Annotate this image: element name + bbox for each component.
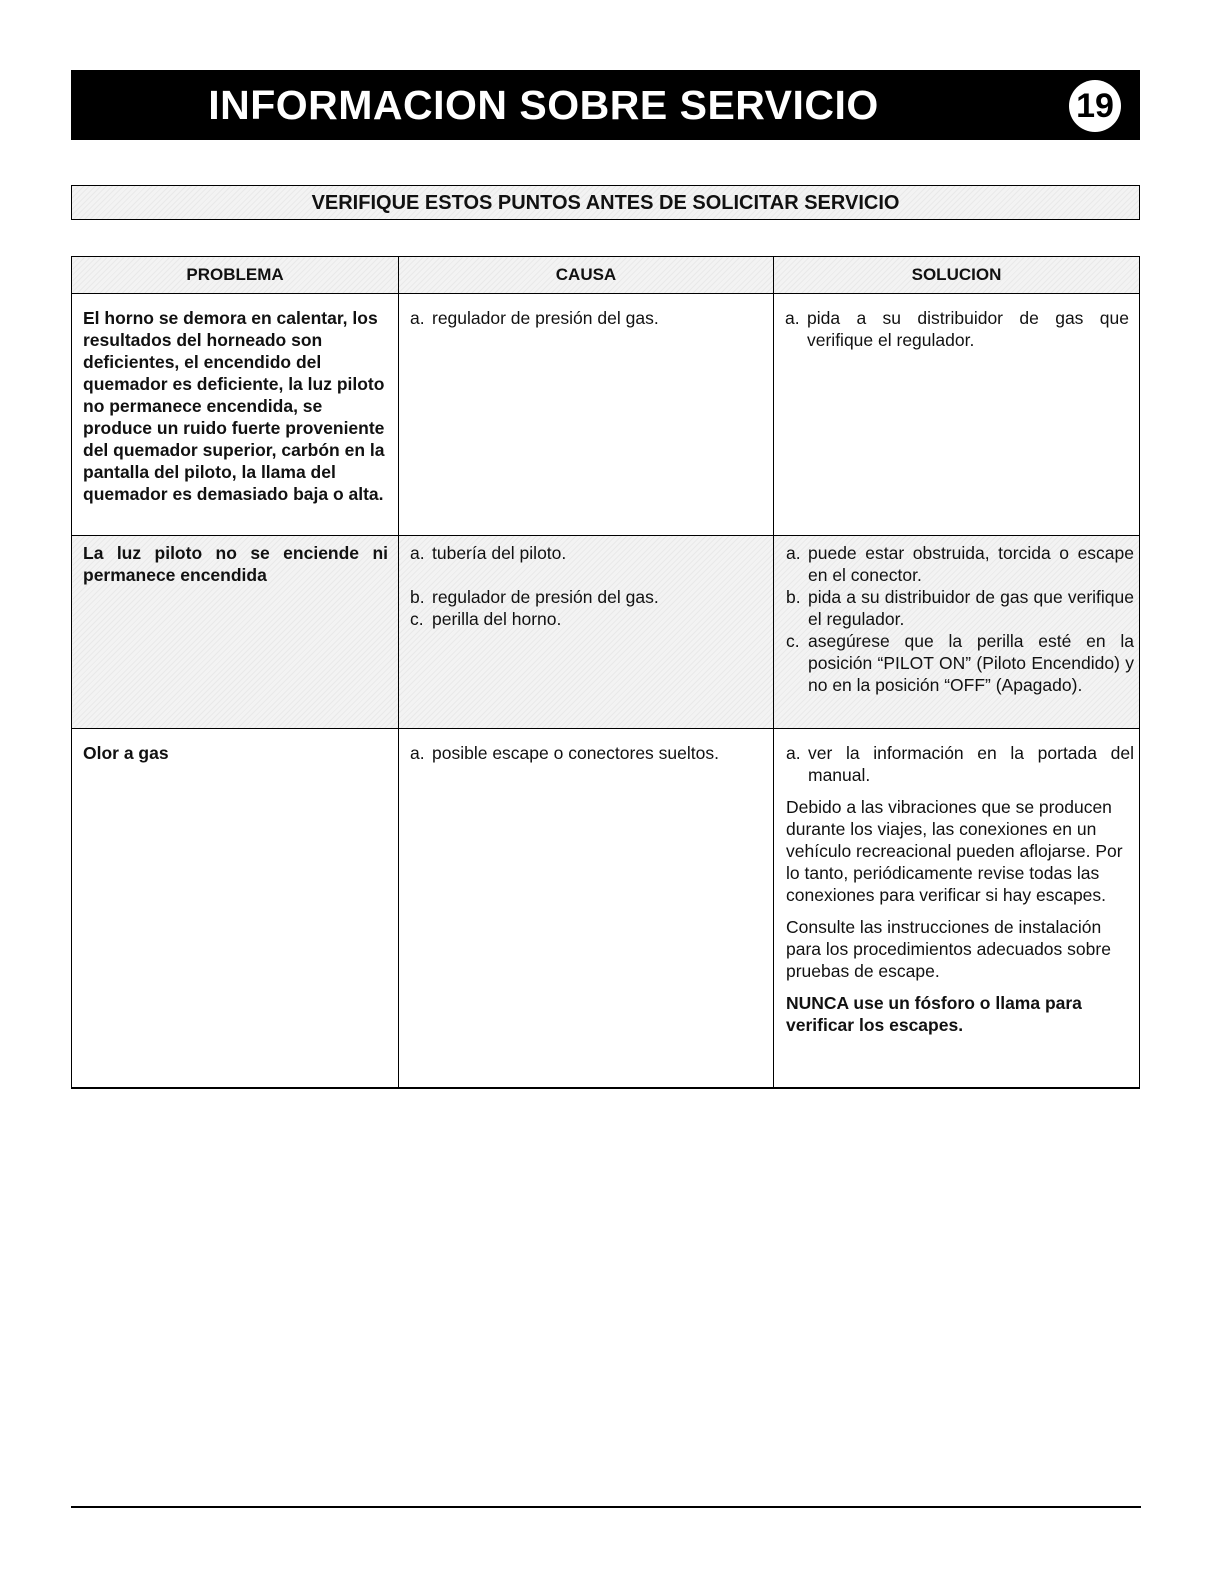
- troubleshooting-table: [71, 256, 1140, 1089]
- table-header-row: [72, 257, 1140, 294]
- item-text: posible escape o conectores sueltos.: [432, 743, 719, 763]
- problem-cell: [72, 294, 399, 536]
- item-letter: b.: [410, 587, 425, 607]
- column-header-solucion: SOLUCION: [774, 257, 1140, 294]
- column-header-causa: CAUSA: [399, 257, 774, 294]
- item-text: puede estar obstruida, torcida o escape en el conector.: [808, 543, 1134, 585]
- item-text: regulador de presión del gas.: [432, 308, 659, 328]
- item-text: pida a su distribuidor de gas que verifique el regulador.: [808, 587, 1134, 629]
- solution-item: [786, 742, 1134, 786]
- footer-rule: [71, 1506, 1141, 1508]
- problem-cell: [72, 536, 399, 729]
- page-number-badge: 19: [1069, 80, 1121, 132]
- cause-cell: [399, 294, 774, 536]
- section-subheader: VERIFIQUE ESTOS PUNTOS ANTES DE SOLICITAR SERVICIO: [71, 185, 1140, 220]
- item-letter: b.: [786, 587, 801, 607]
- problem-text: El horno se demora en calentar, los resultados del horneado son deficientes, el encendido del quemador es deficiente, la luz piloto no permanece encendida, se produce un ruido fuerte proveniente del quemador superior, carbón en la pantalla del piloto, la llama del quemador es demasiado baja o alta.: [83, 308, 385, 504]
- item-letter: c.: [786, 631, 800, 651]
- problem-cell: [72, 729, 399, 1088]
- solution-item: [786, 586, 1134, 630]
- item-letter: c.: [410, 609, 424, 629]
- table-row: [72, 294, 1140, 536]
- cause-item: [410, 307, 763, 329]
- table-row: [72, 536, 1140, 729]
- solution-item: [785, 307, 1129, 351]
- solution-item: [786, 542, 1134, 586]
- header-bar: [71, 70, 1140, 140]
- solution-cell: [774, 536, 1140, 729]
- item-text: perilla del horno.: [432, 609, 562, 629]
- item-letter: a.: [786, 543, 801, 563]
- item-text: pida a su distribuidor de gas que verifique el regulador.: [807, 308, 1129, 350]
- vibration-note: Debido a las vibraciones que se producen durante los viajes, las conexiones en un vehículo recreacional pueden aflojarse. Por lo tanto, periódicamente revise todas las conexiones para verificar si hay escapes.: [786, 797, 1123, 905]
- solution-cell: [774, 294, 1140, 536]
- cause-cell: [399, 729, 774, 1088]
- cause-item: [410, 608, 763, 630]
- problem-text: Olor a gas: [83, 743, 169, 763]
- item-text: regulador de presión del gas.: [432, 587, 659, 607]
- column-header-problema: PROBLEMA: [72, 257, 399, 294]
- cause-cell: [399, 536, 774, 729]
- cause-item: [410, 742, 763, 764]
- item-letter: a.: [410, 743, 425, 763]
- leak-warning: NUNCA use un fósforo o llama para verificar los escapes.: [786, 993, 1082, 1035]
- item-letter: a.: [785, 308, 800, 328]
- item-text: asegúrese que la perilla esté en la posición “PILOT ON” (Piloto Encendido) y no en la posición “OFF” (Apagado).: [808, 631, 1134, 695]
- item-text: tubería del piloto.: [432, 543, 567, 563]
- table-row: [72, 729, 1140, 1088]
- installation-note: Consulte las instrucciones de instalación para los procedimientos adecuados sobre pruebas de escape.: [786, 917, 1111, 981]
- item-letter: a.: [410, 543, 425, 563]
- cause-item: [410, 586, 763, 608]
- solution-item: [786, 630, 1134, 696]
- item-letter: a.: [786, 743, 801, 763]
- cause-item: [410, 542, 763, 564]
- page-title: INFORMACION SOBRE SERVICIO: [208, 82, 879, 128]
- solution-cell: [774, 729, 1140, 1088]
- problem-text: La luz piloto no se enciende ni permanece encendida: [83, 543, 388, 585]
- item-text: ver la información en la portada del manual.: [808, 743, 1134, 785]
- item-letter: a.: [410, 308, 425, 328]
